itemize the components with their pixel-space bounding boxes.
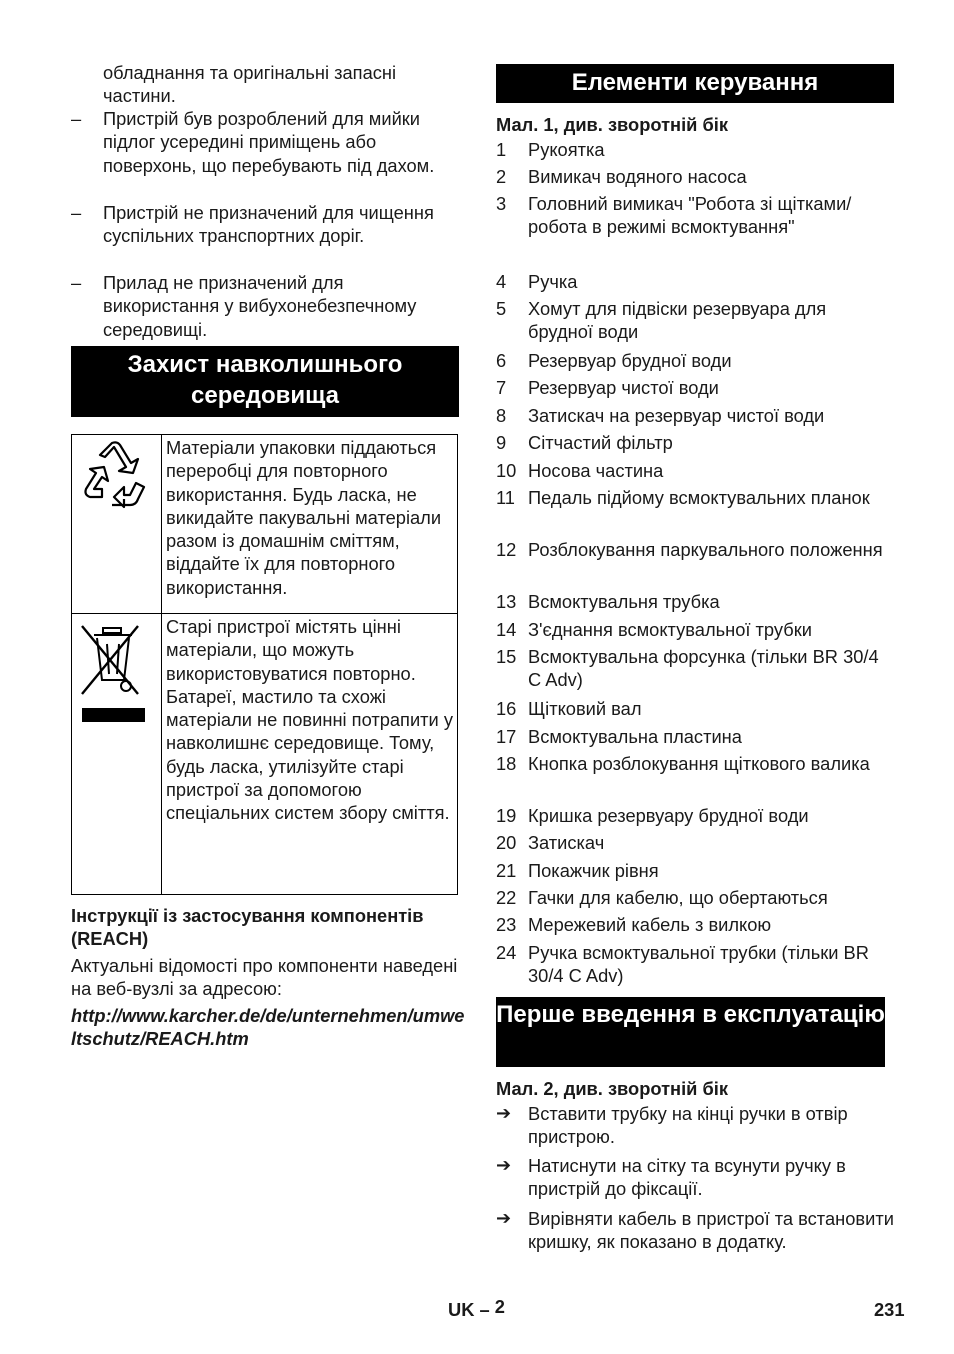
- item-text: Ручка всмоктувальної трубки (тільки BR 30/4 C Adv): [528, 942, 869, 987]
- list-item: [496, 752, 894, 775]
- item-text: Рукоятка: [528, 139, 605, 160]
- item-text: Вимикач водяного насоса: [528, 166, 747, 187]
- figure-label: Мал. 1, див. зворотній бік: [496, 114, 728, 135]
- item-text: Всмоктувальна пластина: [528, 726, 742, 747]
- item-number: 8: [496, 405, 507, 426]
- figure-label: Мал. 2, див. зворотній бік: [496, 1078, 728, 1099]
- list-item: [496, 941, 894, 988]
- startup-heading: Перше введення в експлуатацію: [496, 997, 885, 1067]
- item-number: 4: [496, 271, 507, 292]
- item-text: Носова частина: [528, 460, 664, 481]
- item-text: Щітковий вал: [528, 698, 642, 719]
- item-text: Всмоктувальня трубка: [528, 591, 720, 612]
- item-text: Гачки для кабелю, що обертаються: [528, 887, 828, 908]
- list-item: [496, 725, 894, 748]
- list-item: [496, 618, 894, 641]
- step-text: Вирівняти кабель в пристрої та встановити кришку, як показано в додатку.: [528, 1208, 894, 1253]
- env-text-cell: Матеріали упаковки піддаються переробці для повторного використання. Будь ласка, не викидайте пакувальні матеріали разом із домашнім сміттям, віддайте їх для повторного використання.: [162, 435, 458, 614]
- list-item: [496, 538, 894, 561]
- list-item: [496, 486, 894, 509]
- footer-lang: UK: [448, 1299, 475, 1320]
- item-number: 7: [496, 377, 507, 398]
- reach-heading: Інструкції із застосування компонентів (REACH): [71, 905, 424, 950]
- item-number: 20: [496, 832, 517, 853]
- list-item: [496, 859, 894, 882]
- item-number: 12: [496, 539, 517, 560]
- footer-section-page: 2: [494, 1296, 505, 1317]
- item-text: Головний вимикач "Робота зі щітками/робота в режимі всмоктування": [528, 193, 852, 238]
- reach-link[interactable]: http://www.karcher.de/de/unternehmen/umweltschutz/REACH.htm: [71, 1005, 465, 1050]
- step-item: [496, 1207, 894, 1254]
- footer-section-label: [448, 1296, 505, 1321]
- list-item: [496, 404, 894, 427]
- dash-bullet: –: [71, 272, 82, 293]
- item-text: Резервуар брудної води: [528, 350, 732, 371]
- item-text: Педаль підйому всмоктувальних планок: [528, 487, 870, 508]
- icon-cell: [72, 614, 162, 895]
- item-number: 21: [496, 860, 517, 881]
- item-number: 22: [496, 887, 517, 908]
- list-item-text: Прилад не призначений для використання у вибухонебезпечному середовищі.: [103, 272, 417, 340]
- list-item: [496, 297, 894, 344]
- item-text: Кришка резервуару брудної води: [528, 805, 809, 826]
- item-text: Мережевий кабель з вилкою: [528, 914, 772, 935]
- list-item: [496, 192, 894, 239]
- step-text: Вставити трубку на кінці ручки в отвір пристрою.: [528, 1103, 848, 1148]
- env-table: [71, 434, 458, 895]
- item-number: 2: [496, 166, 507, 187]
- item-number: 10: [496, 460, 517, 481]
- item-number: 1: [496, 139, 507, 160]
- item-number: 13: [496, 591, 517, 612]
- table-row: [72, 435, 458, 614]
- continued-text: обладнання та оригінальні запасні частини.: [103, 62, 397, 107]
- step-item: [496, 1102, 894, 1149]
- list-item: [496, 886, 894, 909]
- item-number: 5: [496, 298, 507, 319]
- item-text: Покажчик рівня: [528, 860, 659, 881]
- reach-text: Актуальні відомості про компоненти наведені на веб-вузлі за адресою:: [71, 955, 458, 1000]
- list-item: [496, 831, 894, 854]
- item-number: 9: [496, 432, 507, 453]
- item-text: Хомут для підвіски резервуара для брудної води: [528, 298, 827, 343]
- page-number: 231: [874, 1299, 905, 1320]
- list-item-text: Пристрій був розроблений для мийки підлог усередині приміщень або поверхонь, що перебувають під дахом.: [103, 108, 435, 176]
- arrow-icon: ➔: [496, 1155, 512, 1175]
- arrow-icon: ➔: [496, 1208, 512, 1228]
- item-text: Затискач на резервуар чистої води: [528, 405, 825, 426]
- list-item: [71, 271, 459, 341]
- step-text: Натиснути на сітку та всунути ручку в пристрій до фіксації.: [528, 1155, 846, 1200]
- crossed-bin-icon: [72, 614, 161, 734]
- item-number: 6: [496, 350, 507, 371]
- item-number: 14: [496, 619, 517, 640]
- footer-separator: –: [479, 1299, 490, 1320]
- item-number: 11: [496, 487, 515, 508]
- env-heading: Захист навколишнього середовища: [71, 346, 459, 417]
- item-number: 3: [496, 193, 507, 214]
- item-number: 24: [496, 942, 517, 963]
- list-item: [496, 804, 894, 827]
- item-number: 16: [496, 698, 517, 719]
- controls-heading: Елементи керування: [496, 64, 894, 103]
- item-text: Всмоктувальна форсунка (тільки BR 30/4 C Adv): [528, 646, 879, 691]
- list-item: [496, 349, 894, 372]
- dash-bullet: –: [71, 202, 82, 223]
- list-item: [71, 201, 459, 248]
- item-text: З'єднання всмоктувальної трубки: [528, 619, 812, 640]
- item-text: Розблокування паркувального положення: [528, 539, 883, 560]
- list-item: [71, 107, 459, 177]
- item-text: Сітчастий фільтр: [528, 432, 673, 453]
- item-number: 15: [496, 646, 517, 667]
- list-item: [496, 459, 894, 482]
- table-row: [72, 614, 458, 895]
- item-text: Резервуар чистої води: [528, 377, 719, 398]
- arrow-icon: ➔: [496, 1103, 512, 1123]
- env-text-cell: Старі пристрої містять цінні матеріали, що можуть використовуватися повторно. Батареї, мастило та схожі матеріали не повинні потрапити у навколишнє середовище. Тому, будь ласка, утилізуйте старі пристрої за допомогою спеціальних систем збору сміття.: [162, 614, 458, 895]
- list-item: [496, 165, 894, 188]
- list-item: [496, 590, 894, 613]
- dash-bullet: –: [71, 108, 82, 129]
- step-item: [496, 1154, 894, 1201]
- list-item: [496, 697, 894, 720]
- item-text: Кнопка розблокування щіткового валика: [528, 753, 870, 774]
- list-item-text: Пристрій не призначений для чищення суспільних транспортних доріг.: [103, 202, 434, 247]
- list-item: [496, 913, 894, 936]
- item-text: Ручка: [528, 271, 578, 292]
- list-item: [496, 431, 894, 454]
- list-item: [496, 270, 894, 293]
- item-text: Затискач: [528, 832, 605, 853]
- list-item: [496, 138, 894, 161]
- item-number: 19: [496, 805, 517, 826]
- icon-cell: [72, 435, 162, 614]
- recycle-icon: [72, 435, 161, 525]
- item-number: 23: [496, 914, 517, 935]
- item-number: 18: [496, 753, 517, 774]
- item-number: 17: [496, 726, 517, 747]
- list-item: [496, 376, 894, 399]
- list-item: [496, 645, 894, 692]
